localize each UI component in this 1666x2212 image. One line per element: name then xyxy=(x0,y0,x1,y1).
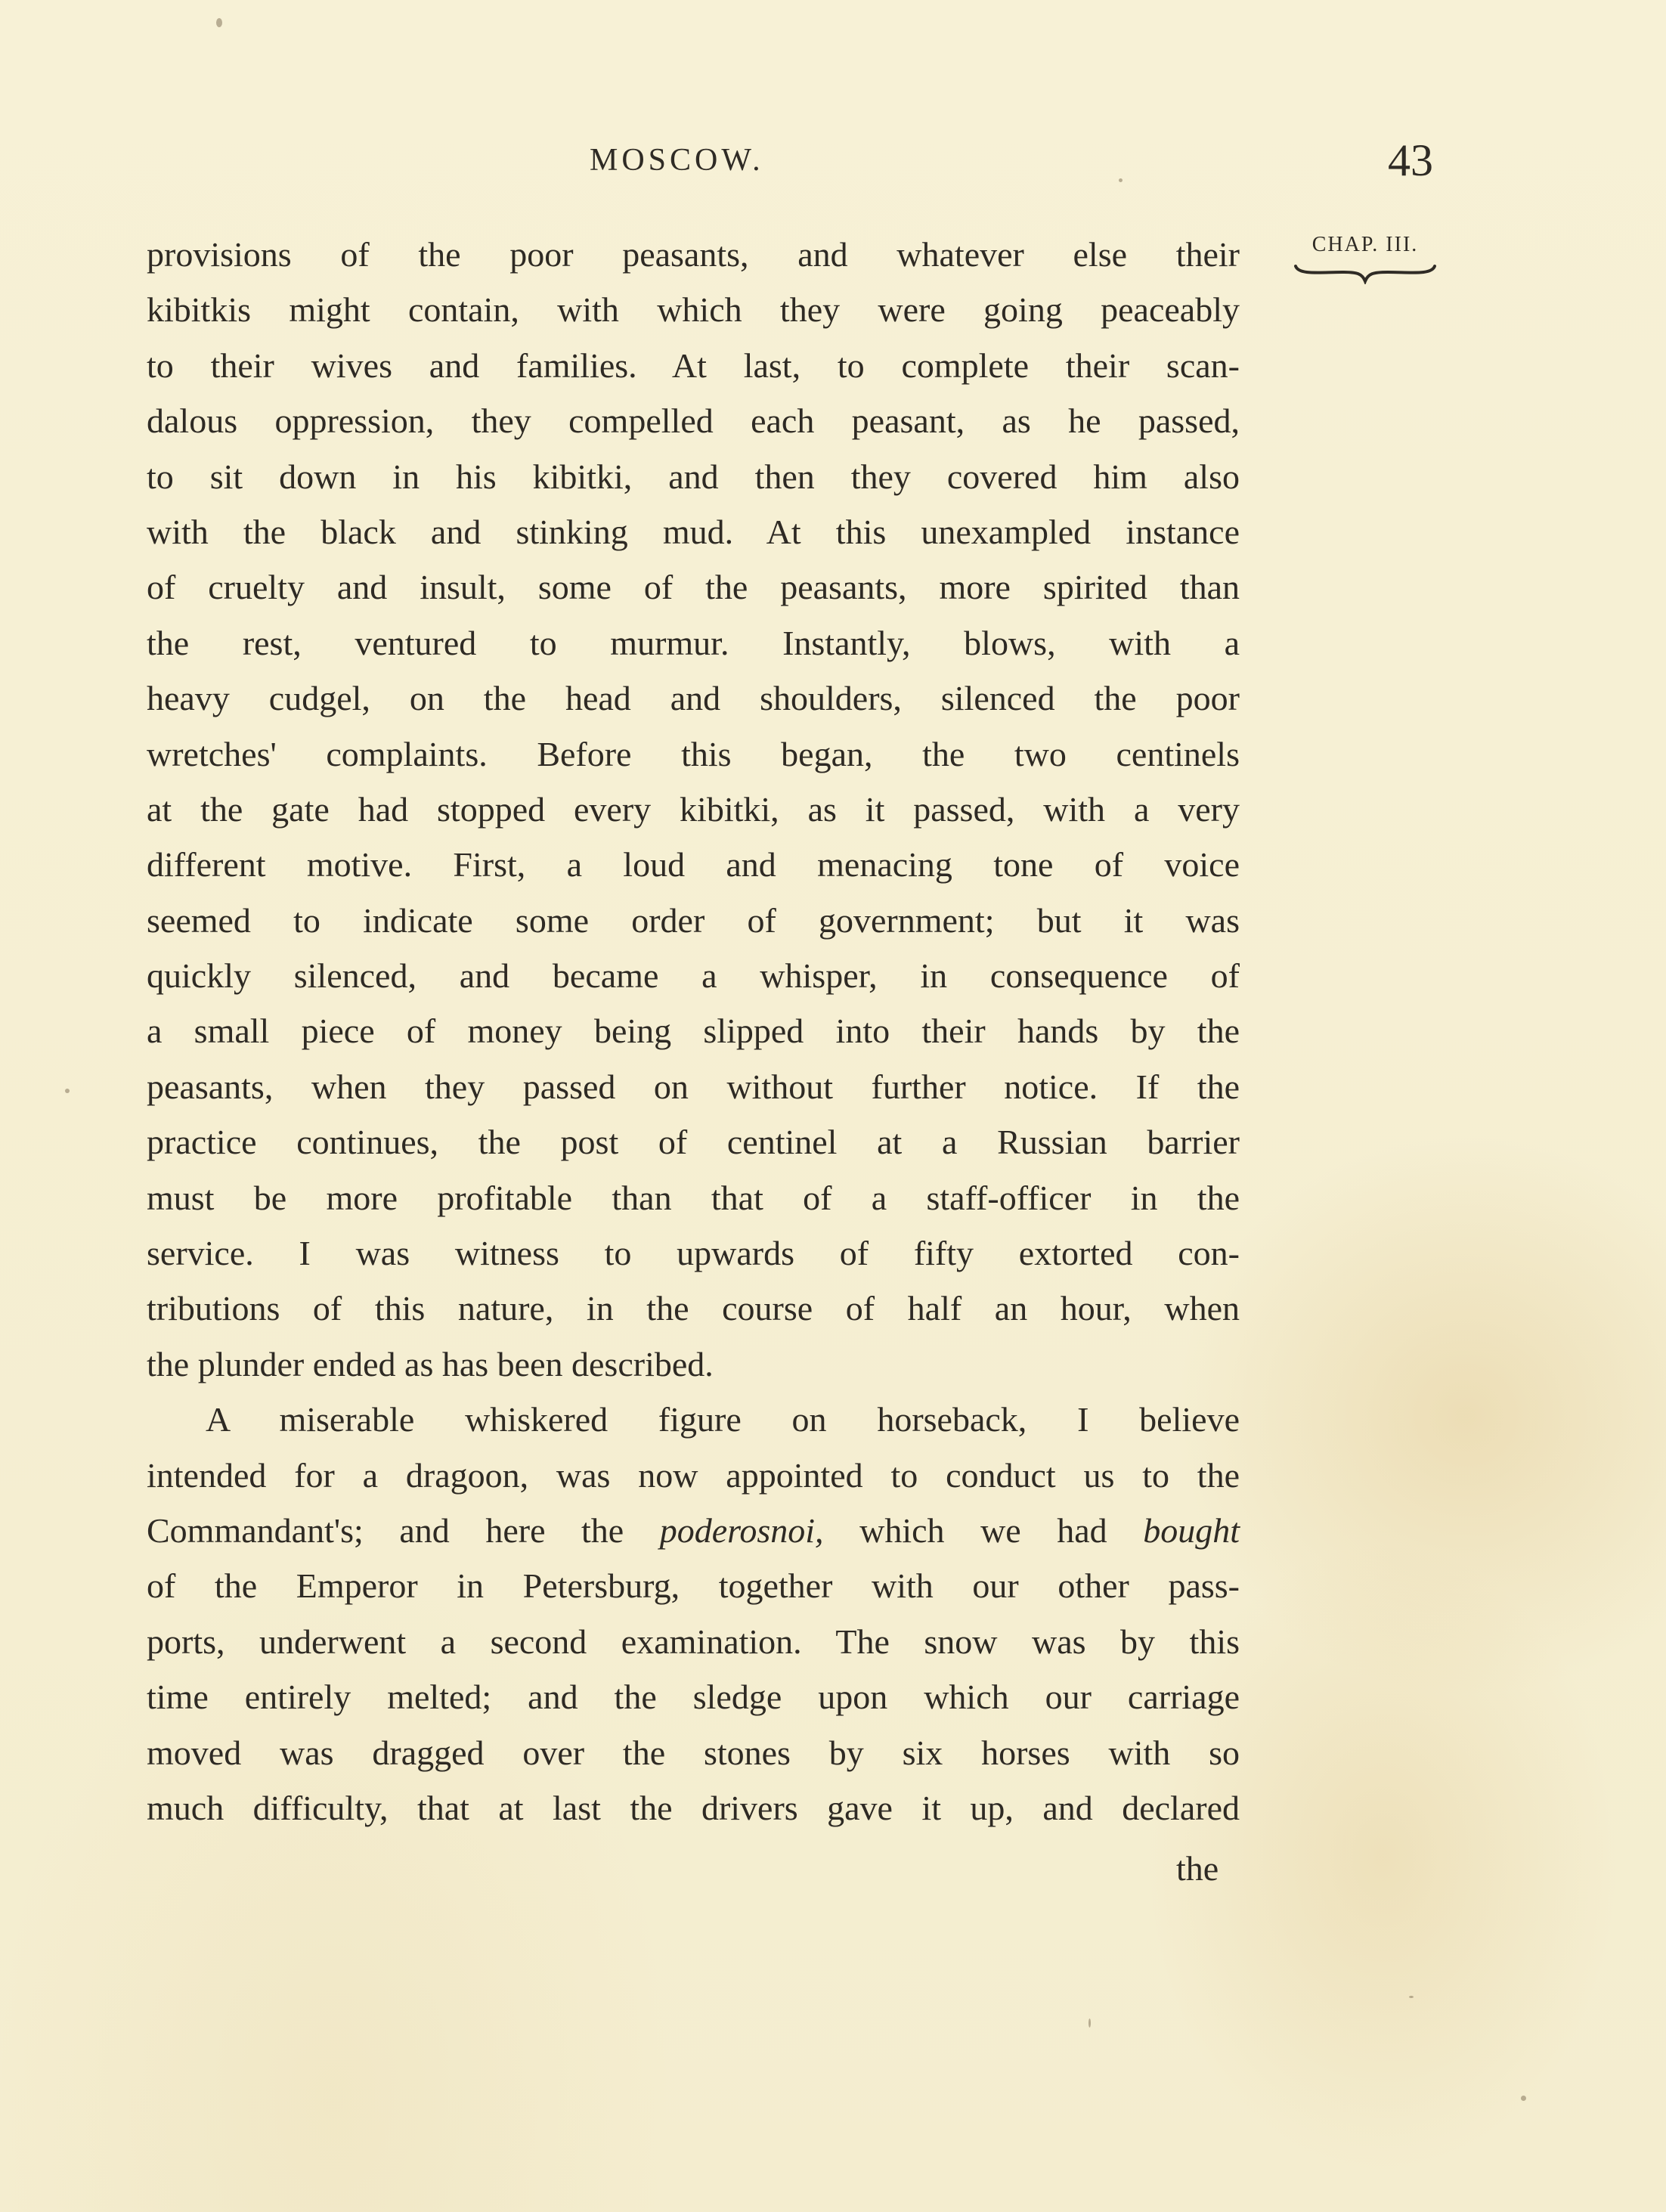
paper-speck xyxy=(1409,1996,1414,1998)
text-line: practice continues, the post of centinel at a Russian barrier xyxy=(147,1123,1240,1162)
brace-ornament-icon xyxy=(1290,260,1441,284)
italic-word: bought xyxy=(1143,1510,1240,1550)
text-line: to their wives and families. At last, to complete their scan- xyxy=(147,345,1240,385)
text-line: with the black and stinking mud. At this unexampled instance xyxy=(147,512,1240,551)
text-line: peasants, when they passed on without further notice. If the xyxy=(147,1067,1240,1106)
paper-speck xyxy=(65,1089,70,1093)
text-line: heavy cudgel, on the head and shoulders, silenced the poor xyxy=(147,679,1240,718)
text-segment: which we had xyxy=(823,1510,1144,1550)
text-line: of the Emperor in Petersburg, together with our other pass- xyxy=(147,1566,1240,1606)
chapter-label: CHAP. III. xyxy=(1311,233,1419,256)
paper-speck xyxy=(1521,2096,1526,2101)
page-number: 43 xyxy=(1388,135,1433,185)
text-line: provisions of the poor peasants, and whatever else their xyxy=(147,235,1240,274)
text-line: kibitkis might contain, with which they were going peaceably xyxy=(147,290,1240,330)
paper-speck xyxy=(1119,178,1123,182)
text-line: quickly silenced, and became a whisper, in consequence of xyxy=(147,956,1240,996)
text-line: intended for a dragoon, was now appointed to conduct us to the xyxy=(147,1455,1240,1495)
text-line: different motive. First, a loud and menacing tone of voice xyxy=(147,845,1240,884)
text-segment: Commandant's; and here the xyxy=(147,1510,660,1550)
text-line: tributions of this nature, in the course of half an hour, when xyxy=(147,1289,1240,1328)
text-line xyxy=(147,1503,1240,1558)
text-line: the plunder ended as has been described. xyxy=(147,1344,714,1383)
paper-speck xyxy=(216,18,222,27)
text-line: ports, underwent a second examination. The snow was by this xyxy=(147,1622,1240,1661)
running-head: MOSCOW. xyxy=(590,143,764,178)
text-line: of cruelty and insult, some of the peasants, more spirited than xyxy=(147,568,1240,607)
paragraph-start-line: A miserable whiskered figure on horseback, I believe xyxy=(206,1400,1240,1439)
text-line: wretches' complaints. Before this began, the two centinels xyxy=(147,734,1240,773)
text-line: moved was dragged over the stones by six horses with so xyxy=(147,1733,1240,1772)
text-line: dalous oppression, they compelled each peasant, as he passed, xyxy=(147,401,1240,441)
text-line: service. I was witness to upwards of fifty extorted con- xyxy=(147,1234,1240,1273)
text-line: much difficulty, that at last the drivers gave it up, and declared xyxy=(147,1788,1240,1827)
text-line: to sit down in his kibitki, and then they covered him also xyxy=(147,457,1240,496)
text-line: must be more profitable than that of a staff-officer in the xyxy=(147,1178,1240,1217)
body-text xyxy=(147,227,1240,1836)
italic-word: poderosnoi, xyxy=(659,1510,824,1550)
paper-speck xyxy=(1088,2018,1091,2028)
text-line: the rest, ventured to murmur. Instantly, blows, with a xyxy=(147,623,1240,662)
text-line: seemed to indicate some order of government; but it was xyxy=(147,900,1240,940)
text-line: time entirely melted; and the sledge upon which our carriage xyxy=(147,1678,1240,1717)
text-line: at the gate had stopped every kibitki, as it passed, with a very xyxy=(147,789,1240,829)
catchword: the xyxy=(1176,1849,1219,1888)
margin-note xyxy=(1290,233,1441,284)
text-line: a small piece of money being slipped into their hands by the xyxy=(147,1012,1240,1051)
